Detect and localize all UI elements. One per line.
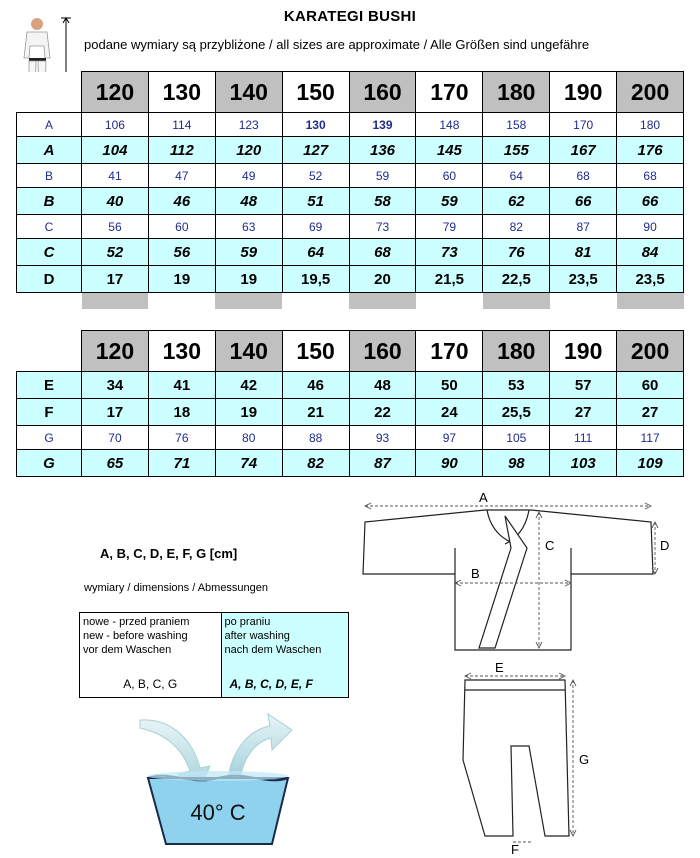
measurement-cell: 48 <box>215 188 282 215</box>
measurement-cell: 18 <box>148 399 215 426</box>
spacer-cell <box>215 293 282 310</box>
measurement-cell: 117 <box>617 426 684 450</box>
measurement-cell: 73 <box>416 239 483 266</box>
measurement-cell: 23,5 <box>617 266 684 293</box>
diagram-label-g: G <box>579 752 590 767</box>
measurement-cell: 40 <box>82 188 149 215</box>
size-header-cell: 180 <box>483 331 550 372</box>
measurement-cell: 73 <box>349 215 416 239</box>
measurement-cell: 27 <box>550 399 617 426</box>
measurement-cell: 66 <box>617 188 684 215</box>
measurement-cell: 22 <box>349 399 416 426</box>
measurement-cell: 82 <box>483 215 550 239</box>
measurement-cell: 60 <box>617 372 684 399</box>
size-header-cell: 170 <box>416 72 483 113</box>
row-label: E <box>17 372 82 399</box>
legend-after-letters: A, B, C, D, E, F <box>229 677 313 691</box>
measurement-cell: 74 <box>215 450 282 477</box>
measurement-cell: 69 <box>282 215 349 239</box>
measurement-cell: 103 <box>550 450 617 477</box>
measurement-cell: 68 <box>550 164 617 188</box>
measurement-cell: 19 <box>148 266 215 293</box>
spacer-cell <box>82 293 149 310</box>
size-header-cell: 140 <box>215 72 282 113</box>
washing-legend <box>79 612 349 698</box>
measurement-cell: 17 <box>82 399 149 426</box>
page-title: KARATEGI BUSHI <box>283 8 417 25</box>
measurement-cell: 180 <box>617 113 684 137</box>
measurement-cell: 49 <box>215 164 282 188</box>
measurement-cell: 123 <box>215 113 282 137</box>
measurement-cell: 62 <box>483 188 550 215</box>
size-header-cell: 190 <box>550 331 617 372</box>
measurement-cell: 64 <box>483 164 550 188</box>
measurement-cell: 34 <box>82 372 149 399</box>
trousers-diagram <box>455 660 595 856</box>
measurement-cell: 21 <box>282 399 349 426</box>
row-label: G <box>17 426 82 450</box>
spacer-cell <box>282 293 349 310</box>
measurement-cell: 80 <box>215 426 282 450</box>
measurement-cell: 46 <box>282 372 349 399</box>
measurement-row <box>17 215 684 239</box>
size-table-upper <box>16 71 684 309</box>
size-header-row <box>17 72 684 113</box>
measurement-cell: 167 <box>550 137 617 164</box>
size-header-cell: 190 <box>550 72 617 113</box>
measurement-row <box>17 399 684 426</box>
measurement-cell: 21,5 <box>416 266 483 293</box>
measurement-cell: 66 <box>550 188 617 215</box>
measurement-cell: 59 <box>416 188 483 215</box>
measurement-cell: 64 <box>282 239 349 266</box>
measurement-cell: 48 <box>349 372 416 399</box>
measurement-cell: 127 <box>282 137 349 164</box>
spacer-cell <box>416 293 483 310</box>
measurement-cell: 111 <box>550 426 617 450</box>
measurement-cell: 82 <box>282 450 349 477</box>
measurement-cell: 148 <box>416 113 483 137</box>
measurement-cell: 71 <box>148 450 215 477</box>
measurement-row <box>17 113 684 137</box>
row-label: A <box>17 137 82 164</box>
measurement-cell: 120 <box>215 137 282 164</box>
size-header-cell: 130 <box>148 72 215 113</box>
measurement-cell: 106 <box>82 113 149 137</box>
measurement-cell: 109 <box>617 450 684 477</box>
measurement-cell: 41 <box>148 372 215 399</box>
measurement-cell: 170 <box>550 113 617 137</box>
dimensions-caption: wymiary / dimensions / Abmessungen <box>84 582 269 594</box>
spacer-row <box>17 293 684 310</box>
spacer-cell <box>617 293 684 310</box>
measurement-cell: 17 <box>82 266 149 293</box>
size-header-cell: 160 <box>349 72 416 113</box>
measurement-cell: 90 <box>416 450 483 477</box>
spacer-cell <box>349 293 416 310</box>
measurement-cell: 98 <box>483 450 550 477</box>
size-header-cell: 150 <box>282 331 349 372</box>
wash-temperature: 40° C <box>190 800 246 825</box>
legend-before <box>80 613 222 698</box>
measurement-cell: 155 <box>483 137 550 164</box>
measurement-cell: 52 <box>282 164 349 188</box>
size-header-cell: 200 <box>617 72 684 113</box>
row-label: B <box>17 164 82 188</box>
measurement-cell: 112 <box>148 137 215 164</box>
measurement-cell: 76 <box>148 426 215 450</box>
measurement-cell: 56 <box>82 215 149 239</box>
measurement-cell: 76 <box>483 239 550 266</box>
measurement-cell: 19 <box>215 266 282 293</box>
measurement-cell: 90 <box>617 215 684 239</box>
measurement-cell: 19 <box>215 399 282 426</box>
measurement-row <box>17 137 684 164</box>
measurement-cell: 145 <box>416 137 483 164</box>
size-header-cell: 150 <box>282 72 349 113</box>
measurement-cell: 20 <box>349 266 416 293</box>
wash-basin-illustration <box>130 708 315 850</box>
measurement-cell: 24 <box>416 399 483 426</box>
measurement-cell: 23,5 <box>550 266 617 293</box>
measurement-cell: 60 <box>416 164 483 188</box>
jacket-diagram <box>355 488 685 663</box>
measurement-cell: 158 <box>483 113 550 137</box>
row-label: C <box>17 239 82 266</box>
spacer-cell <box>483 293 550 310</box>
header-blank-cell <box>17 331 82 372</box>
size-header-cell: 140 <box>215 331 282 372</box>
legend-after <box>221 613 349 698</box>
row-label: G <box>17 450 82 477</box>
spacer-cell <box>148 293 215 310</box>
measurement-cell: 53 <box>483 372 550 399</box>
measurement-cell: 57 <box>550 372 617 399</box>
size-header-cell: 120 <box>82 72 149 113</box>
measurement-cell: 87 <box>349 450 416 477</box>
measurement-cell: 97 <box>416 426 483 450</box>
dimensions-heading: A, B, C, D, E, F, G [cm] <box>100 546 238 561</box>
size-header-cell: 160 <box>349 331 416 372</box>
measurement-cell: 60 <box>148 215 215 239</box>
measurement-cell: 59 <box>349 164 416 188</box>
diagram-label-d: D <box>660 538 670 553</box>
measurement-row <box>17 164 684 188</box>
measurement-cell: 56 <box>148 239 215 266</box>
measurement-cell: 93 <box>349 426 416 450</box>
measurement-cell: 139 <box>349 113 416 137</box>
legend-before-line: vor dem Waschen <box>83 644 172 656</box>
size-table-lower <box>16 330 684 477</box>
row-label: B <box>17 188 82 215</box>
measurement-cell: 88 <box>282 426 349 450</box>
size-header-cell: 120 <box>82 331 149 372</box>
measurement-cell: 68 <box>349 239 416 266</box>
measurement-cell: 19,5 <box>282 266 349 293</box>
size-header-cell: 180 <box>483 72 550 113</box>
spacer-cell <box>550 293 617 310</box>
legend-after-line: nach dem Waschen <box>224 644 322 656</box>
measurement-cell: 176 <box>617 137 684 164</box>
measurement-cell: 130 <box>282 113 349 137</box>
row-label: F <box>17 399 82 426</box>
measurement-cell: 105 <box>483 426 550 450</box>
size-header-row <box>17 331 684 372</box>
legend-before-line: new - before washing <box>83 630 188 642</box>
measurement-cell: 63 <box>215 215 282 239</box>
measurement-row <box>17 266 684 293</box>
measurement-cell: 104 <box>82 137 149 164</box>
page-subtitle: podane wymiary są przybliżone / all sizes are approximate / Alle Größen sind ungefähre <box>84 37 590 52</box>
measurement-row <box>17 372 684 399</box>
legend-after-line: po praniu <box>224 616 271 628</box>
measurement-cell: 46 <box>148 188 215 215</box>
measurement-row <box>17 239 684 266</box>
header-blank-cell <box>17 72 82 113</box>
diagram-label-c: C <box>545 538 555 553</box>
size-header-cell: 130 <box>148 331 215 372</box>
row-label: A <box>17 113 82 137</box>
diagram-label-b: B <box>471 566 480 581</box>
measurement-cell: 136 <box>349 137 416 164</box>
measurement-row <box>17 188 684 215</box>
measurement-cell: 41 <box>82 164 149 188</box>
size-header-cell: 170 <box>416 331 483 372</box>
measurement-cell: 87 <box>550 215 617 239</box>
trousers-outline-icon <box>463 680 569 836</box>
measurement-cell: 50 <box>416 372 483 399</box>
size-header-cell: 200 <box>617 331 684 372</box>
measurement-cell: 79 <box>416 215 483 239</box>
measurement-cell: 58 <box>349 188 416 215</box>
measurement-cell: 81 <box>550 239 617 266</box>
measurement-cell: 47 <box>148 164 215 188</box>
legend-before-line: nowe - przed praniem <box>83 616 190 628</box>
legend-before-letters: A, B, C, G <box>123 677 178 691</box>
measurement-cell: 27 <box>617 399 684 426</box>
diagram-label-e: E <box>495 660 504 675</box>
measurement-cell: 51 <box>282 188 349 215</box>
row-label: D <box>17 266 82 293</box>
measurement-cell: 84 <box>617 239 684 266</box>
measurement-cell: 59 <box>215 239 282 266</box>
measurement-cell: 25,5 <box>483 399 550 426</box>
legend-after-line: after washing <box>224 630 290 642</box>
measurement-row <box>17 450 684 477</box>
measurement-cell: 65 <box>82 450 149 477</box>
measurement-cell: 70 <box>82 426 149 450</box>
row-label: C <box>17 215 82 239</box>
measurement-cell: 52 <box>82 239 149 266</box>
measurement-cell: 22,5 <box>483 266 550 293</box>
diagram-label-a: A <box>479 490 488 505</box>
diagram-label-f: F <box>511 842 519 856</box>
spacer-cell <box>17 293 82 310</box>
measurement-row <box>17 426 684 450</box>
measurement-cell: 114 <box>148 113 215 137</box>
measurement-cell: 68 <box>617 164 684 188</box>
measurement-cell: 42 <box>215 372 282 399</box>
